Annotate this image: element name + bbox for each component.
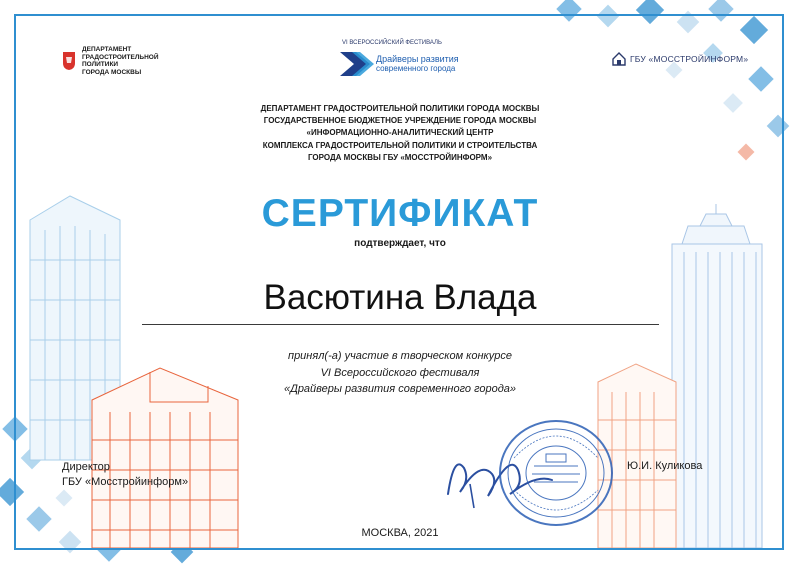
organization-line: ГОСУДАРСТВЕННОЕ БЮДЖЕТНОЕ УЧРЕЖДЕНИЕ ГОРОДА МОСКВЫ	[263, 116, 537, 126]
participation-line: VI Всероссийского фестиваля	[320, 366, 480, 379]
department-logo	[62, 46, 182, 76]
organization-line: ДЕПАРТАМЕНТ ГРАДОСТРОИТЕЛЬНОЙ ПОЛИТИКИ ГОРОДА МОСКВЫ	[260, 104, 540, 113]
participation-line: принял(-а) участие в творческом конкурсе	[288, 350, 512, 362]
house-icon	[612, 52, 626, 66]
director-name: Ю.И. Куликова	[627, 460, 703, 472]
gbu-logo	[612, 52, 748, 66]
festival-logo	[340, 40, 480, 80]
department-logo-text	[82, 46, 182, 76]
chevron-arrow-icon	[340, 52, 374, 76]
certificate-title: СЕРТИФИКАТ	[261, 192, 539, 235]
director-title-line: Директор	[62, 461, 110, 473]
name-underline	[142, 324, 659, 325]
organization-line: ГОРОДА МОСКВЫ ГБУ «МОССТРОЙИНФОРМ»	[307, 152, 493, 162]
organization-block	[200, 103, 600, 164]
director-title-line: ГБУ «Мосстройинформ»	[62, 476, 189, 488]
organization-line: «ИНФОРМАЦИОННО-АНАЛИТИЧЕСКИЙ ЦЕНТР	[306, 128, 494, 138]
department-logo-line: ГОРОДА МОСКВЫ	[82, 68, 142, 76]
organization-line: КОМПЛЕКСА ГРАДОСТРОИТЕЛЬНОЙ ПОЛИТИКИ И СТРОИТЕЛЬСТВА	[262, 140, 538, 150]
participation-line: «Драйверы развития современного города»	[283, 383, 517, 395]
festival-name-line1: Драйверы развития	[376, 54, 459, 64]
official-seal-icon	[496, 418, 616, 528]
city-year: МОСКВА, 2021	[361, 527, 439, 539]
moscow-coat-of-arms-icon	[62, 51, 76, 71]
recipient-name: Васютина Влада	[263, 278, 537, 317]
festival-name-line2: современного города	[376, 64, 456, 73]
festival-caption: VI ВСЕРОССИЙСКИЙ ФЕСТИВАЛЬ	[342, 40, 442, 46]
confirms-text: подтверждает, что	[354, 238, 446, 249]
department-logo-line: ГРАДОСТРОИТЕЛЬНОЙ ПОЛИТИКИ	[82, 53, 159, 68]
department-logo-line: ДЕПАРТАМЕНТ	[82, 46, 132, 53]
gbu-logo-text: ГБУ «МОССТРОЙИНФОРМ»	[630, 54, 749, 64]
director-title	[62, 460, 188, 490]
right-tower-illustration	[672, 204, 762, 548]
participation-text	[200, 348, 600, 398]
